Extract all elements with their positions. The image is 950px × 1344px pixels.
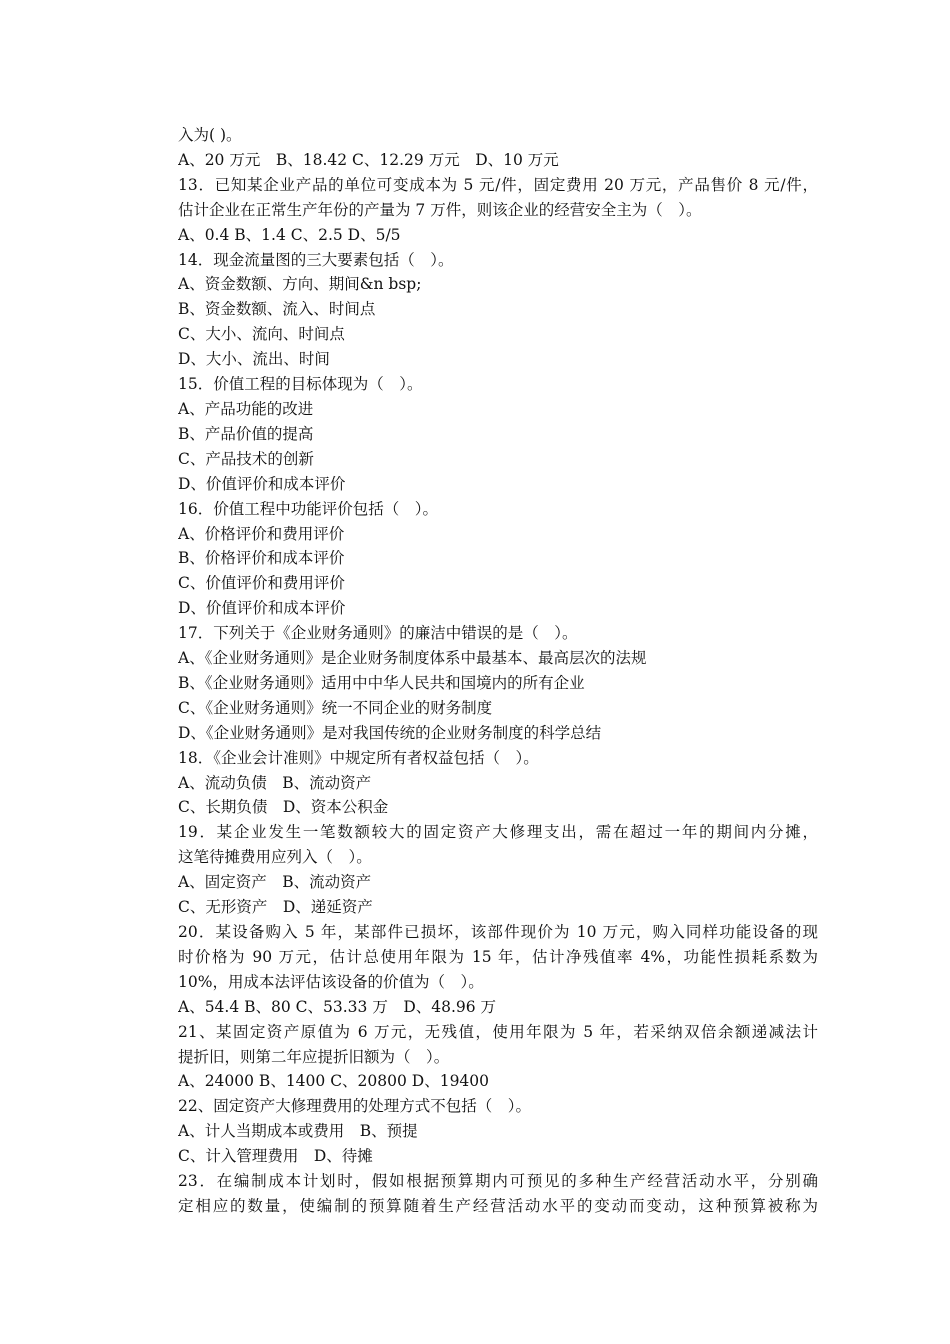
text-line: C、长期负债 D、资本公积金 <box>178 798 389 817</box>
text-line: A、固定资产 B、流动资产 <box>178 873 372 892</box>
text-line: 15．价值工程的目标体现为（ ）。 <box>178 375 423 394</box>
text-line: 13．已知某企业产品的单位可变成本为 5 元/件，固定费用 20 万元，产品售价 8 元/件， <box>178 175 818 194</box>
text-line: D、《企业财务通则》是对我国传统的企业财务制度的科学总结 <box>178 723 602 742</box>
text-line: C、产品技术的创新 <box>178 449 314 468</box>
text-line: A、资金数额、方向、期间&n bsp; <box>178 275 422 294</box>
text-line: D、价值评价和成本评价 <box>178 599 346 618</box>
text-line: C、计入管理费用 D、待摊 <box>178 1147 373 1166</box>
text-line: 22、固定资产大修理费用的处理方式不包括（ ）。 <box>178 1097 531 1116</box>
text-line: B、《企业财务通则》适用中中华人民共和国境内的所有企业 <box>178 673 585 692</box>
text-line: C、无形资产 D、递延资产 <box>178 898 373 917</box>
text-line: A、《企业财务通则》是企业财务制度体系中最基本、最高层次的法规 <box>178 649 647 668</box>
text-line: 时价格为 90 万元，估计总使用年限为 15 年，估计净残值率 4%，功能性损耗系数为 <box>178 947 818 966</box>
text-line: D、大小、流出、时间 <box>178 350 330 369</box>
text-line: A、0.4 B、1.4 C、2.5 D、5/5 <box>178 225 401 244</box>
text-line: A、54.4 B、80 C、53.33 万 D、48.96 万 <box>178 997 497 1016</box>
text-line: D、价值评价和成本评价 <box>178 474 346 493</box>
text-line: A、产品功能的改进 <box>178 399 314 418</box>
text-line: C、《企业财务通则》统一不同企业的财务制度 <box>178 698 493 717</box>
text-line: 20．某设备购入 5 年，某部件已损坏，该部件现价为 10 万元，购入同样功能设备的现 <box>178 923 818 941</box>
question-text <box>178 123 818 1219</box>
text-line: B、价格评价和成本评价 <box>178 549 345 568</box>
text-line: B、产品价值的提高 <box>178 424 314 443</box>
text-line: 这笔待摊费用应列入（ ）。 <box>178 848 372 867</box>
text-line: 14．现金流量图的三大要素包括（ ）。 <box>178 250 454 269</box>
text-line: 入为( )。 <box>178 126 242 144</box>
text-line: A、20 万元 B、18.42 C、12.29 万元 D、10 万元 <box>178 150 559 169</box>
text-line: 18．《企业会计准则》中规定所有者权益包括（ ）。 <box>178 748 539 767</box>
text-line: A、计人当期成本或费用 B、预提 <box>178 1122 418 1141</box>
text-line: A、24000 B、1400 C、20800 D、19400 <box>178 1072 490 1091</box>
text-line: 估计企业在正常生产年份的产量为 7 万件，则该企业的经营安全主为（ ）。 <box>178 200 702 219</box>
text-line: 19．某企业发生一笔数额较大的固定资产大修理支出，需在超过一年的期间内分摊， <box>178 823 818 842</box>
text-line: 21、某固定资产原值为 6 万元，无残值，使用年限为 5 年，若采纳双倍余额递减法计 <box>178 1022 818 1041</box>
text-line: 16．价值工程中功能评价包括（ ）。 <box>178 499 438 518</box>
text-line: A、流动负债 B、流动资产 <box>178 773 372 792</box>
text-line: 17．下列关于《企业财务通则》的廉洁中错误的是（ ）。 <box>178 624 578 643</box>
text-line: C、价值评价和费用评价 <box>178 574 345 593</box>
text-line: C、大小、流向、时间点 <box>178 325 345 344</box>
text-line: B、资金数额、流入、时间点 <box>178 300 376 319</box>
text-line: 提折旧，则第二年应提折旧额为（ ）。 <box>178 1047 450 1066</box>
text-line: 23．在编制成本计划时，假如根据预算期内可预见的多种生产经营活动水平，分别确 <box>178 1172 818 1191</box>
text-line: A、价格评价和费用评价 <box>178 524 345 543</box>
text-line: 定相应的数量，使编制的预算随着生产经营活动水平的变动而变动，这种预算被称为 <box>178 1196 818 1215</box>
text-line: 10%，用成本法评估该设备的价值为（ ）。 <box>178 972 484 991</box>
